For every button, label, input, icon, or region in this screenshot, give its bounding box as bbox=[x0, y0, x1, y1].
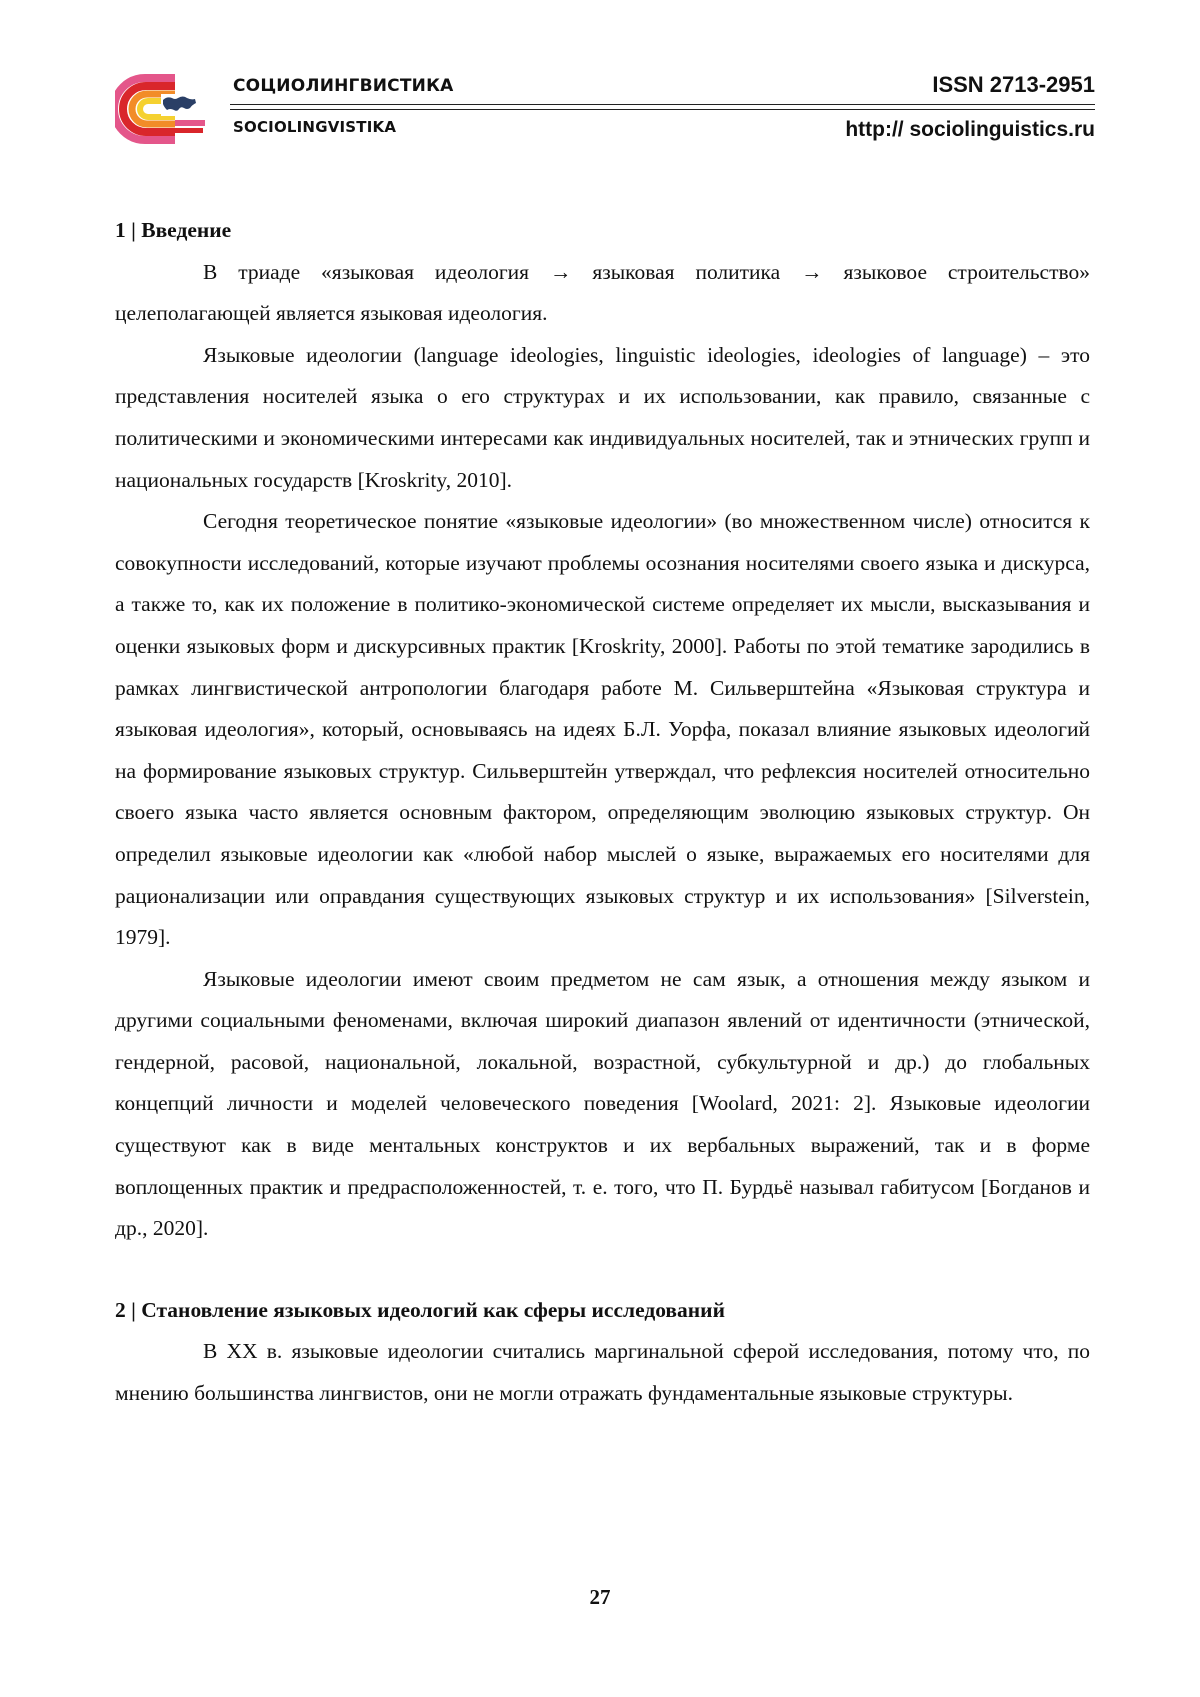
issn-label: ISSN 2713-2951 bbox=[932, 72, 1095, 97]
paragraph: Языковые идеологии (language ideologies, linguistic ideologies, ideologies of language) – это представления носителей языка о его структурах и их использовании, как правило, связанные с политическими и экономическими интересами как индивидуальных носителей, так и этнических групп и национальных государств [Kroskrity, 2010]. bbox=[115, 342, 1090, 492]
paragraph: В XX в. языковые идеологии считались маргинальной сферой исследования, потому что, по мнению большинства лингвистов, они не могли отражать фундаментальные языковые структуры. bbox=[115, 1339, 1090, 1406]
paragraph: В триаде «языковая идеология → языковая политика → языковое строительство» целеполагающей является языковая идеология. bbox=[115, 259, 1090, 326]
journal-url: http:// sociolinguistics.ru bbox=[845, 118, 1095, 141]
journal-title-en: SOCIOLINGVISTIKA bbox=[233, 118, 397, 136]
paragraph: Языковые идеологии имеют своим предметом не сам язык, а отношения между языком и другими социальными феноменами, включая широкий диапазон явлений от идентичности (этнической, гендерной, расовой, национальной, локальной, возрастной, субкультурной и др.) до глобальных концепций личности и моделей человеческого поведения [Woolard, 2021: 2]. Языковые идеологии существуют как в виде ментальных конструктов и их вербальных выражений, так и в форме воплощенных практик и предрасположенностей, т. е. того, что П. Бурдьё называл габитусом [Богданов и др., 2020]. bbox=[115, 966, 1090, 1241]
section-heading-introduction: 1 | Введение bbox=[115, 218, 232, 242]
article-body bbox=[115, 210, 1090, 1415]
paragraph: Сегодня теоретическое понятие «языковые идеологии» (во множественном числе) относится к совокупности исследований, которые изучают проблемы осознания носителями своего языка и дискурса, а также то, как их положение в политико-экономической системе определяет их мысли, высказывания и оценки языковых форм и дискурсивных практик [Kroskrity, 2000]. Работы по этой тематике зародились в рамках лингвистической антропологии благодаря работе М. Сильверштейна «Языковая структура и языковая идеология», который, основываясь на идеях Б.Л. Уорфа, показал влияние языковых идеологий на формирование языковых структур. Сильверштейн утверждал, что рефлексия носителей относительно своего языка часто является основным фактором, определяющим эволюцию языковых структур. Он определил языковые идеологии как «любой набор мыслей о языке, выражаемых его носителями для рационализации или оправдания существующих языковых структур и их использования» [Silverstein, 1979]. bbox=[115, 509, 1090, 950]
page-number: 27 bbox=[589, 1585, 611, 1609]
header-rule bbox=[230, 109, 1095, 110]
page-header bbox=[115, 62, 1095, 152]
journal-title-ru: СОЦИОЛИНГВИСТИКА bbox=[233, 76, 454, 96]
header-rule bbox=[230, 104, 1095, 105]
section-heading-development: 2 | Становление языковых идеологий как сферы исследований bbox=[115, 1297, 725, 1322]
journal-logo-icon bbox=[115, 74, 210, 144]
